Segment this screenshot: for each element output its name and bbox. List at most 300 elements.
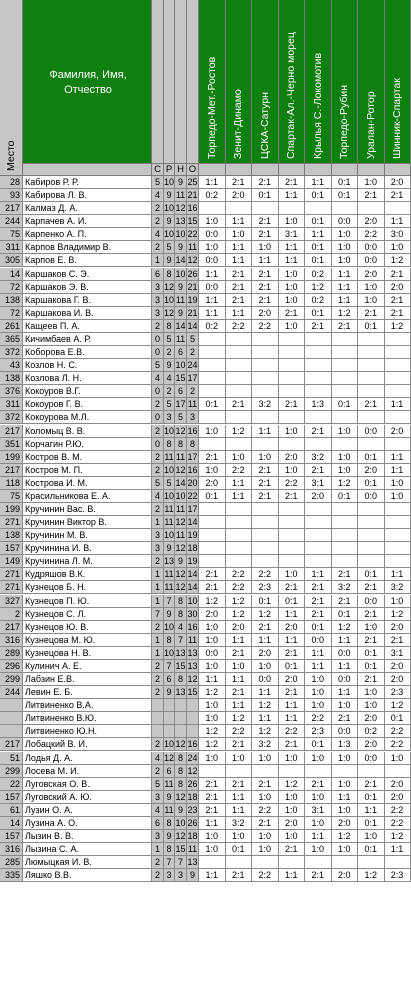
result-cell: 0:1	[305, 621, 332, 634]
result-cell: 1:0	[226, 660, 253, 673]
stat-cell: 0	[152, 411, 164, 424]
result-cell: 2:1	[305, 869, 332, 882]
result-cell: 2:0	[385, 673, 411, 686]
stat-cell: 10	[175, 229, 186, 240]
stat-cell: 14	[187, 320, 198, 331]
stat-cell: 12	[187, 255, 198, 266]
result-cell	[279, 411, 306, 424]
result-cell: 1:0	[199, 752, 226, 765]
stat-cell: 14	[175, 255, 186, 266]
result-cell: 1:1	[199, 817, 226, 830]
result-cell	[385, 359, 411, 372]
result-cell: 2:1	[226, 778, 253, 791]
result-cell: 1:1	[385, 398, 411, 411]
result-cell: 3:2	[252, 738, 279, 751]
stat-cell: 3	[164, 411, 175, 424]
stat-cell	[152, 725, 164, 738]
result-cell	[226, 555, 253, 568]
result-cell: 3:1	[385, 647, 411, 660]
result-cell: 1:0	[305, 817, 332, 830]
result-cell: 2:0	[199, 477, 226, 490]
stat-cell: 12	[175, 425, 186, 436]
result-cell: 1:0	[252, 843, 279, 856]
result-cell: 1:2	[199, 738, 226, 751]
stat-cell	[175, 725, 187, 738]
result-cell: 0:2	[305, 268, 332, 281]
stat-cell: 13	[187, 660, 198, 671]
stat-cell: 9	[175, 281, 187, 294]
stat-cell: 7	[164, 660, 175, 673]
result-cell: 1:0	[358, 686, 385, 699]
name-cell: Кузнецова М. Ю.	[23, 634, 152, 647]
result-cell: 2:0	[305, 490, 332, 503]
stat-cell: 10	[175, 360, 186, 371]
stat-cell: 1	[152, 634, 164, 647]
result-cell: 1:1	[279, 241, 306, 254]
name-cell: Кузнецов Б. Н.	[23, 581, 152, 594]
stat-cell: 24	[187, 360, 198, 371]
result-cell: 1:0	[226, 830, 253, 843]
result-cell: 1:2	[199, 686, 226, 699]
name-cell: Кузнецов П. Ю.	[23, 595, 152, 608]
name-cell: Луговская О. В.	[23, 778, 152, 791]
result-cell: 1:0	[226, 752, 253, 765]
place-cell: 199	[0, 503, 23, 516]
stat-cell: 12	[187, 674, 198, 685]
result-cell: 1:2	[332, 830, 359, 843]
result-cell: 1:2	[305, 281, 332, 294]
stat-cell: 10	[164, 177, 175, 187]
result-cell: 2:1	[199, 568, 226, 581]
result-cell: 0:2	[199, 320, 226, 333]
place-cell	[0, 725, 23, 738]
result-cell: 1:1	[332, 281, 359, 294]
stat-cell: 7	[175, 856, 187, 869]
stat-cell: 4	[152, 189, 164, 202]
result-cell	[226, 503, 253, 516]
match-header-label: Торпедо-Мет.-Ростов	[205, 56, 218, 159]
stat-cell: 10	[164, 229, 175, 240]
result-cell	[252, 765, 279, 778]
result-cell: 1:0	[385, 490, 411, 503]
result-cell: 0:0	[358, 490, 385, 503]
result-cell	[226, 346, 253, 359]
result-cell	[252, 372, 279, 385]
result-cell: 2:0	[358, 268, 385, 281]
result-cell: 1:2	[252, 725, 279, 738]
stat-cell: 3	[152, 791, 164, 804]
result-cell	[332, 372, 359, 385]
result-cell	[305, 411, 332, 424]
stat-cell: 22	[187, 229, 198, 240]
result-cell	[332, 333, 359, 346]
result-cell: 2:0	[279, 673, 306, 686]
result-cell	[305, 346, 332, 359]
result-cell	[385, 503, 411, 516]
result-cell	[226, 385, 253, 398]
result-cell: 1:1	[332, 686, 359, 699]
stat-cell: 15	[187, 687, 198, 698]
stat-cell: 9	[164, 189, 175, 202]
stat-cell: 5	[164, 333, 175, 346]
stat-cell: 9	[164, 254, 175, 267]
stat-header-0: С	[152, 164, 164, 176]
result-cell	[358, 765, 385, 778]
result-cell: 2:1	[305, 608, 332, 621]
stat-cell: 2	[152, 215, 164, 228]
result-cell: 1:0	[332, 228, 359, 241]
result-cell: 0:1	[305, 254, 332, 267]
name-cell: Карпов Владимир В.	[23, 241, 152, 254]
result-cell: 1:0	[199, 425, 226, 438]
result-cell: 0:0	[358, 752, 385, 765]
result-cell: 2:0	[226, 189, 253, 202]
stat-cell	[164, 712, 175, 725]
result-cell: 1:0	[332, 254, 359, 267]
name-cell: Кручинина И. В.	[23, 542, 152, 555]
stat-cell: 11	[187, 242, 198, 253]
result-cell: 0:0	[332, 673, 359, 686]
stat-cell: 0	[152, 346, 164, 359]
stat-cell: 8	[164, 817, 175, 830]
name-cell: Кокоуров Г. В.	[23, 398, 152, 411]
name-cell: Красильникова Е. А.	[23, 490, 152, 503]
name-cell: Калмаз Д. А.	[23, 202, 152, 215]
stat-cell	[164, 725, 175, 738]
result-cell: 1:0	[226, 228, 253, 241]
result-cell: 2:1	[252, 294, 279, 307]
result-cell	[305, 516, 332, 529]
match-header-label: ЦСКА-Сатурн	[258, 92, 271, 159]
place-cell: 14	[0, 817, 23, 830]
result-cell: 1:0	[199, 699, 226, 712]
result-cell: 2:1	[332, 568, 359, 581]
result-cell: 1:2	[226, 425, 253, 438]
result-cell: 3:2	[305, 451, 332, 464]
match-header-label: Шинник-Спартак	[391, 78, 403, 159]
match-header-label: Спартак-Ал.-Черно морец	[285, 32, 298, 159]
result-cell: 1:0	[385, 595, 411, 608]
result-cell: 2:2	[305, 712, 332, 725]
stat-cell: 9	[175, 176, 187, 189]
result-cell: 2:2	[279, 477, 306, 490]
result-cell: 2:1	[358, 673, 385, 686]
result-cell	[226, 202, 253, 215]
result-cell: 1:2	[199, 725, 226, 738]
result-cell: 1:0	[279, 791, 306, 804]
result-cell: 1:0	[199, 843, 226, 856]
result-cell: 2:0	[332, 817, 359, 830]
stat-cell: 8	[175, 608, 187, 621]
match-header-3	[279, 0, 306, 164]
result-cell	[332, 516, 359, 529]
result-cell: 2:1	[252, 477, 279, 490]
result-cell	[279, 385, 306, 398]
result-cell: 0:1	[305, 215, 332, 228]
stat-cell: 17	[187, 451, 198, 462]
result-cell: 2:1	[332, 320, 359, 333]
stat-cell: 9	[164, 791, 175, 804]
place-cell: 157	[0, 542, 23, 555]
stat-cell: 4	[152, 490, 164, 503]
result-cell: 2:1	[226, 294, 253, 307]
stat-cell: 16	[187, 464, 198, 475]
place-cell: 138	[0, 294, 23, 307]
name-cell: Карпенко А. П.	[23, 228, 152, 241]
result-cell: 1:0	[332, 804, 359, 817]
name-cell: Литвиненко В.А.	[23, 699, 152, 712]
result-cell: 1:1	[305, 830, 332, 843]
place-cell: 299	[0, 673, 23, 686]
result-cell: 1:0	[199, 215, 226, 228]
result-cell: 1:2	[332, 307, 359, 320]
place-header-label: Место	[5, 140, 17, 171]
stat-header-3: О	[187, 164, 199, 176]
stat-cell: 22	[187, 490, 198, 501]
result-cell	[279, 372, 306, 385]
result-cell: 2:2	[252, 320, 279, 333]
result-cell: 1:1	[226, 254, 253, 267]
result-cell: 2:1	[358, 307, 385, 320]
result-cell	[199, 856, 226, 869]
stat-cell: 12	[175, 203, 186, 214]
result-cell	[385, 529, 411, 542]
stat-cell: 11	[175, 333, 186, 344]
stat-cell: 17	[175, 399, 186, 410]
result-cell	[226, 542, 253, 555]
result-cell: 3:2	[332, 581, 359, 594]
result-cell: 0:0	[332, 725, 359, 738]
result-cell	[199, 385, 226, 398]
name-cell: Лузин О. А.	[23, 804, 152, 817]
result-cell: 1:1	[226, 307, 253, 320]
name-cell: Козлова Л. Н.	[23, 372, 152, 385]
result-cell: 2:1	[226, 268, 253, 281]
name-cell: Левин Е. Б.	[23, 686, 152, 699]
result-cell: 1:0	[358, 830, 385, 843]
result-cell: 0:0	[358, 595, 385, 608]
stat-cell: 6	[152, 268, 164, 281]
name-cell: Каршаков С. Э.	[23, 268, 152, 281]
stat-cell: 2	[152, 686, 164, 699]
result-cell	[279, 765, 306, 778]
stat-cell: 2	[152, 241, 164, 254]
place-cell: 351	[0, 438, 23, 451]
stat-cell: 6	[175, 346, 187, 359]
stat-cell: 12	[175, 464, 186, 475]
stat-cell: 11	[187, 634, 198, 645]
result-cell: 0:0	[199, 647, 226, 660]
name-cell: Лабзин Е.В.	[23, 673, 152, 686]
result-cell: 1:1	[279, 254, 306, 267]
name-cell: Кручинин Вас. В.	[23, 503, 152, 516]
result-cell	[305, 333, 332, 346]
result-cell: 2:0	[199, 608, 226, 621]
result-cell: 1:1	[305, 647, 332, 660]
result-cell: 0:1	[358, 817, 385, 830]
result-cell: 1:1	[226, 673, 253, 686]
result-cell: 1:1	[305, 568, 332, 581]
result-cell	[252, 346, 279, 359]
result-cell: 1:1	[279, 608, 306, 621]
result-cell: 2:1	[305, 425, 332, 438]
result-cell: 2:1	[226, 398, 253, 411]
stat-cell: 12	[175, 569, 186, 580]
result-cell: 1:2	[252, 699, 279, 712]
result-cell: 0:0	[358, 425, 385, 438]
stat-cell: 13	[175, 687, 186, 698]
result-cell: 1:1	[252, 712, 279, 725]
result-cell: 0:1	[358, 477, 385, 490]
stat-cell: 10	[164, 530, 175, 541]
result-cell: 2:2	[358, 228, 385, 241]
name-cell: Каршакова Г. В.	[23, 294, 152, 307]
result-cell: 0:0	[199, 281, 226, 294]
result-cell: 1:1	[279, 699, 306, 712]
result-cell: 1:0	[305, 686, 332, 699]
result-cell: 0:1	[332, 176, 359, 189]
result-cell	[252, 542, 279, 555]
result-cell: 2:0	[279, 621, 306, 634]
stat-cell: 8	[164, 268, 175, 281]
result-cell: 1:2	[385, 320, 411, 333]
result-cell	[332, 346, 359, 359]
result-cell	[358, 372, 385, 385]
result-cell	[279, 438, 306, 451]
result-cell: 1:0	[279, 294, 306, 307]
stat-cell: 30	[187, 608, 198, 619]
stat-cell: 15	[175, 844, 186, 855]
place-cell: 217	[0, 202, 23, 215]
stat-cell: 3	[152, 281, 164, 294]
result-cell: 0:1	[252, 189, 279, 202]
result-cell: 2:2	[252, 568, 279, 581]
result-cell	[385, 516, 411, 529]
result-cell: 0:1	[358, 843, 385, 856]
result-cell	[358, 503, 385, 516]
result-cell: 2:0	[226, 621, 253, 634]
result-cell: 1:0	[279, 425, 306, 438]
result-cell: 2:0	[385, 281, 411, 294]
result-cell: 1:0	[226, 451, 253, 464]
result-cell	[385, 555, 411, 568]
result-cell	[199, 202, 226, 215]
result-cell	[226, 438, 253, 451]
stat-cell: 1	[152, 581, 164, 594]
result-cell	[226, 411, 253, 424]
result-cell	[279, 529, 306, 542]
result-cell: 2:1	[305, 581, 332, 594]
result-cell: 1:2	[199, 595, 226, 608]
result-cell	[385, 333, 411, 346]
stat-cell: 9	[164, 542, 175, 555]
stat-cell: 5	[152, 176, 164, 189]
result-cell	[332, 202, 359, 215]
result-cell: 1:0	[358, 281, 385, 294]
result-cell: 2:3	[385, 686, 411, 699]
result-cell: 0:1	[305, 738, 332, 751]
result-cell: 0:1	[199, 398, 226, 411]
result-cell: 1:0	[199, 712, 226, 725]
result-cell: 2:0	[385, 778, 411, 791]
place-cell	[0, 699, 23, 712]
result-cell	[358, 411, 385, 424]
name-cell: Люмыцкая И. В.	[23, 856, 152, 869]
place-cell: 316	[0, 843, 23, 856]
result-cell: 2:1	[358, 608, 385, 621]
result-cell: 1:0	[252, 830, 279, 843]
stat-header-blank	[152, 0, 164, 164]
result-cell	[252, 856, 279, 869]
stat-cell: 8	[164, 843, 175, 856]
result-cell: 2:0	[252, 307, 279, 320]
name-header-label: Фамилия, Имя, Отчество	[49, 69, 127, 96]
place-cell: 376	[0, 385, 23, 398]
name-cell: Карпов Е. В.	[23, 254, 152, 267]
place-cell: 157	[0, 791, 23, 804]
name-cell: Кузнецова Н. В.	[23, 647, 152, 660]
result-cell: 2:0	[358, 215, 385, 228]
result-cell: 2:2	[279, 725, 306, 738]
result-cell	[226, 529, 253, 542]
result-cell	[305, 438, 332, 451]
stat-cell: 8	[164, 634, 175, 647]
stat-cell: 5	[164, 477, 175, 490]
result-cell: 2:1	[385, 634, 411, 647]
stat-cell: 18	[187, 543, 198, 554]
stat-cell: 13	[187, 647, 198, 658]
place-cell: 244	[0, 215, 23, 228]
stat-cell: 19	[187, 556, 198, 567]
stat-cell: 12	[175, 582, 186, 593]
result-cell: 1:0	[279, 215, 306, 228]
result-cell: 2:0	[385, 425, 411, 438]
result-cell: 1:0	[252, 752, 279, 765]
result-cell: 1:0	[385, 752, 411, 765]
stat-cell: 13	[187, 857, 198, 868]
stat-cell	[164, 699, 175, 712]
stat-cell: 9	[164, 608, 175, 621]
stat-cell: 10	[164, 621, 175, 632]
place-cell: 51	[0, 752, 23, 765]
result-cell	[385, 385, 411, 398]
result-cell: 0:1	[279, 595, 306, 608]
stat-cell: 10	[164, 294, 175, 305]
result-cell	[358, 555, 385, 568]
result-cell	[305, 372, 332, 385]
result-cell: 1:2	[226, 712, 253, 725]
match-header-2	[252, 0, 279, 164]
stat-cell: 2	[164, 346, 175, 359]
result-cell: 2:0	[332, 869, 359, 882]
result-cell	[305, 202, 332, 215]
result-cell: 1:0	[332, 464, 359, 477]
result-cell: 2:0	[358, 464, 385, 477]
result-cell: 1:0	[332, 451, 359, 464]
stat-cell: 11	[164, 778, 174, 789]
result-cell	[252, 438, 279, 451]
place-cell: 2	[0, 608, 23, 621]
match-header-label: Крылья С.-Локомотив	[311, 52, 324, 159]
stat-cell: 10	[164, 464, 175, 475]
stat-cell: 14	[187, 569, 198, 580]
stat-cell: 8	[175, 673, 187, 686]
result-cell: 1:1	[279, 869, 306, 882]
result-cell: 2:1	[252, 817, 279, 830]
result-cell: 2:1	[305, 595, 332, 608]
stat-cell: 5	[152, 477, 164, 490]
result-cell: 2:1	[199, 581, 226, 594]
